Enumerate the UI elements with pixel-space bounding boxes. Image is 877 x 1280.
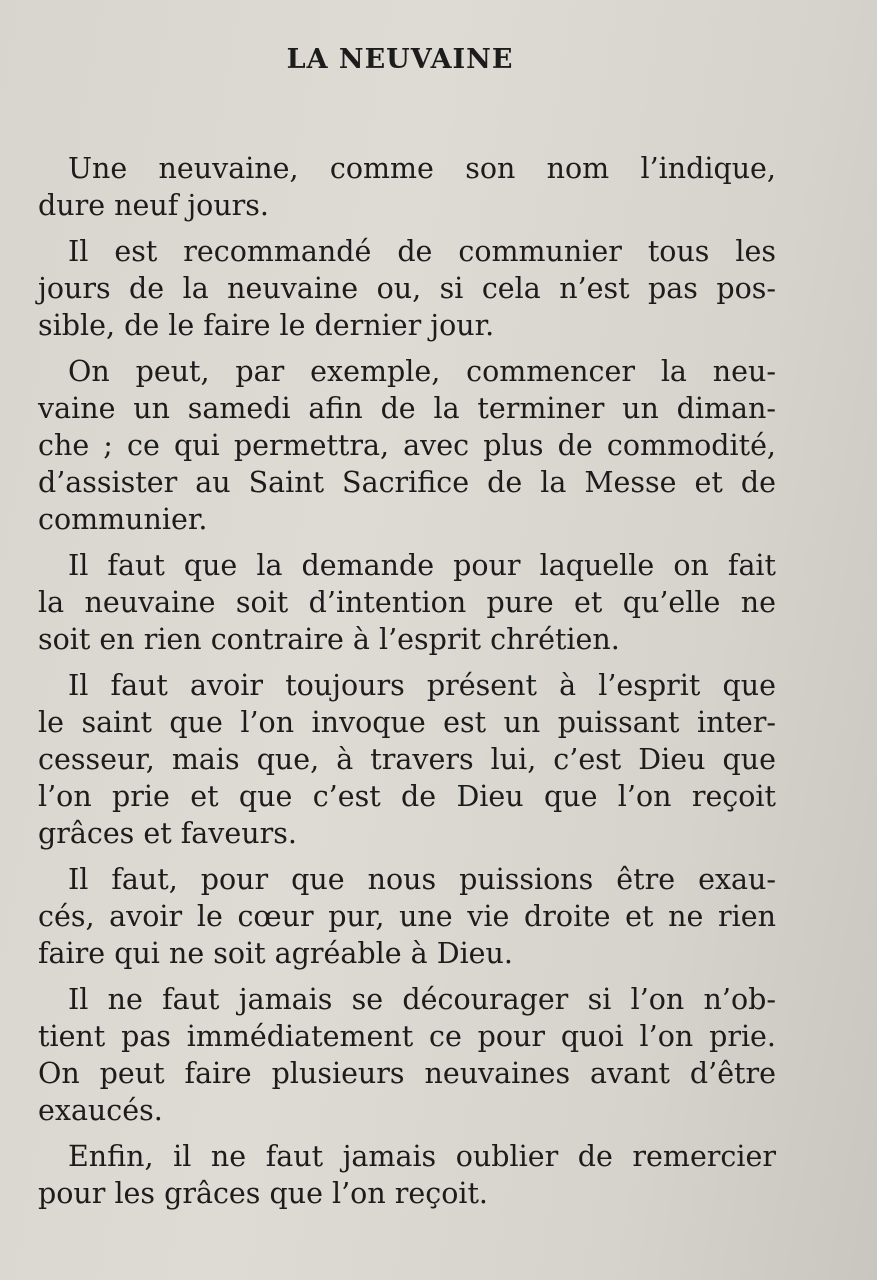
text-line: exaucés. bbox=[38, 1094, 163, 1127]
text-line: la neuvaine soit d’intention pure et qu’elle ne bbox=[38, 586, 776, 619]
text-line: vaine un samedi afin de la terminer un diman- bbox=[38, 392, 776, 425]
text-line: che ; ce qui permettra, avec plus de commodité, bbox=[38, 429, 776, 462]
text-line: d’assister au Saint Sacrifice de la Messe et de bbox=[38, 466, 776, 499]
text-line: Il faut, pour que nous puissions être exau- bbox=[68, 863, 776, 896]
text-line: On peut, par exemple, commencer la neu- bbox=[68, 355, 776, 388]
text-line: soit en rien contraire à l’esprit chrétien. bbox=[38, 623, 620, 656]
text-line: Il faut avoir toujours présent à l’esprit que bbox=[68, 669, 776, 702]
text-line: dure neuf jours. bbox=[38, 189, 269, 222]
text-line: Il est recommandé de communier tous les bbox=[68, 235, 776, 268]
paragraph bbox=[38, 981, 776, 1129]
text-line: cesseur, mais que, à travers lui, c’est Dieu que bbox=[38, 743, 776, 776]
text-line: On peut faire plusieurs neuvaines avant d’être bbox=[38, 1057, 776, 1090]
page-title: LA NEUVAINE bbox=[286, 44, 514, 75]
paragraph bbox=[38, 667, 776, 852]
text-line: tient pas immédiatement ce pour quoi l’on prie. bbox=[38, 1020, 776, 1053]
paragraph bbox=[38, 1138, 776, 1212]
text-line: sible, de le faire le dernier jour. bbox=[38, 309, 495, 342]
text-line: Il faut que la demande pour laquelle on fait bbox=[68, 549, 776, 582]
text-line: faire qui ne soit agréable à Dieu. bbox=[38, 937, 513, 970]
text-line: communier. bbox=[38, 503, 208, 536]
paragraph bbox=[38, 150, 776, 224]
text-line: Il ne faut jamais se décourager si l’on n’ob- bbox=[68, 983, 776, 1016]
text-line: Une neuvaine, comme son nom l’indique, bbox=[68, 152, 776, 185]
paragraph bbox=[38, 547, 776, 658]
text-line: Enfin, il ne faut jamais oublier de remercier bbox=[68, 1140, 776, 1173]
paragraph bbox=[38, 353, 776, 538]
paragraph bbox=[38, 233, 776, 344]
text-line: le saint que l’on invoque est un puissant inter- bbox=[38, 706, 776, 739]
paragraph bbox=[38, 861, 776, 972]
text-line: l’on prie et que c’est de Dieu que l’on reçoit bbox=[38, 780, 776, 813]
text-line: grâces et faveurs. bbox=[38, 817, 297, 850]
text-line: jours de la neuvaine ou, si cela n’est pas pos- bbox=[38, 272, 776, 305]
page-body bbox=[38, 150, 776, 1221]
text-line: cés, avoir le cœur pur, une vie droite et ne rien bbox=[38, 900, 776, 933]
text-line: pour les grâces que l’on reçoit. bbox=[38, 1177, 488, 1210]
